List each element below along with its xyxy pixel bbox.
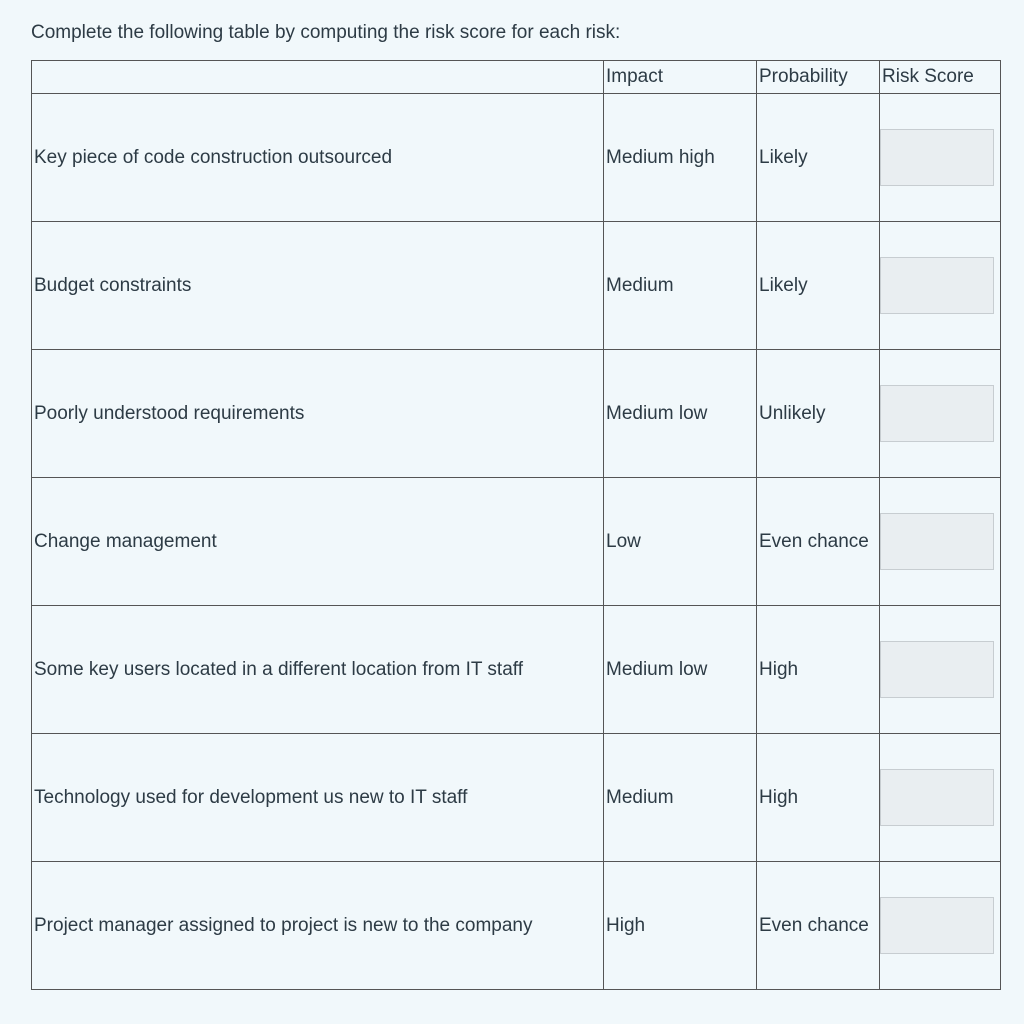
risk-name: Key piece of code construction outsourced <box>32 94 604 222</box>
risk-name: Project manager assigned to project is new to the company <box>32 862 604 990</box>
table-row <box>32 734 1001 862</box>
risk-score-input[interactable] <box>880 769 994 826</box>
header-probability: Probability <box>757 61 880 94</box>
risk-score-cell <box>880 478 1001 606</box>
question-prompt: Complete the following table by computing the risk score for each risk: <box>31 22 621 43</box>
impact-value: Low <box>604 478 757 606</box>
table-row <box>32 94 1001 222</box>
risk-score-cell <box>880 94 1001 222</box>
table-row <box>32 478 1001 606</box>
impact-value: High <box>604 862 757 990</box>
header-risk <box>32 61 604 94</box>
impact-value: Medium low <box>604 606 757 734</box>
risk-name: Budget constraints <box>32 222 604 350</box>
risk-score-input[interactable] <box>880 513 994 570</box>
table-row <box>32 606 1001 734</box>
risk-score-input[interactable] <box>880 385 994 442</box>
risk-table <box>31 60 1001 990</box>
probability-value: Even chance <box>757 478 880 606</box>
header-impact: Impact <box>604 61 757 94</box>
risk-score-input[interactable] <box>880 257 994 314</box>
risk-score-cell <box>880 350 1001 478</box>
risk-score-input[interactable] <box>880 641 994 698</box>
impact-value: Medium high <box>604 94 757 222</box>
table-row <box>32 222 1001 350</box>
risk-name: Technology used for development us new to IT staff <box>32 734 604 862</box>
risk-score-input[interactable] <box>880 897 994 954</box>
probability-value: Even chance <box>757 862 880 990</box>
table-row <box>32 350 1001 478</box>
header-risk-score: Risk Score <box>880 61 1001 94</box>
impact-value: Medium <box>604 734 757 862</box>
probability-value: High <box>757 606 880 734</box>
table-row <box>32 862 1001 990</box>
impact-value: Medium <box>604 222 757 350</box>
impact-value: Medium low <box>604 350 757 478</box>
probability-value: Unlikely <box>757 350 880 478</box>
risk-score-cell <box>880 734 1001 862</box>
risk-score-cell <box>880 862 1001 990</box>
probability-value: Likely <box>757 94 880 222</box>
risk-score-cell <box>880 222 1001 350</box>
table-header-row <box>32 61 1001 94</box>
risk-name: Poorly understood requirements <box>32 350 604 478</box>
probability-value: Likely <box>757 222 880 350</box>
risk-name: Change management <box>32 478 604 606</box>
risk-name: Some key users located in a different location from IT staff <box>32 606 604 734</box>
probability-value: High <box>757 734 880 862</box>
risk-score-input[interactable] <box>880 129 994 186</box>
risk-score-cell <box>880 606 1001 734</box>
